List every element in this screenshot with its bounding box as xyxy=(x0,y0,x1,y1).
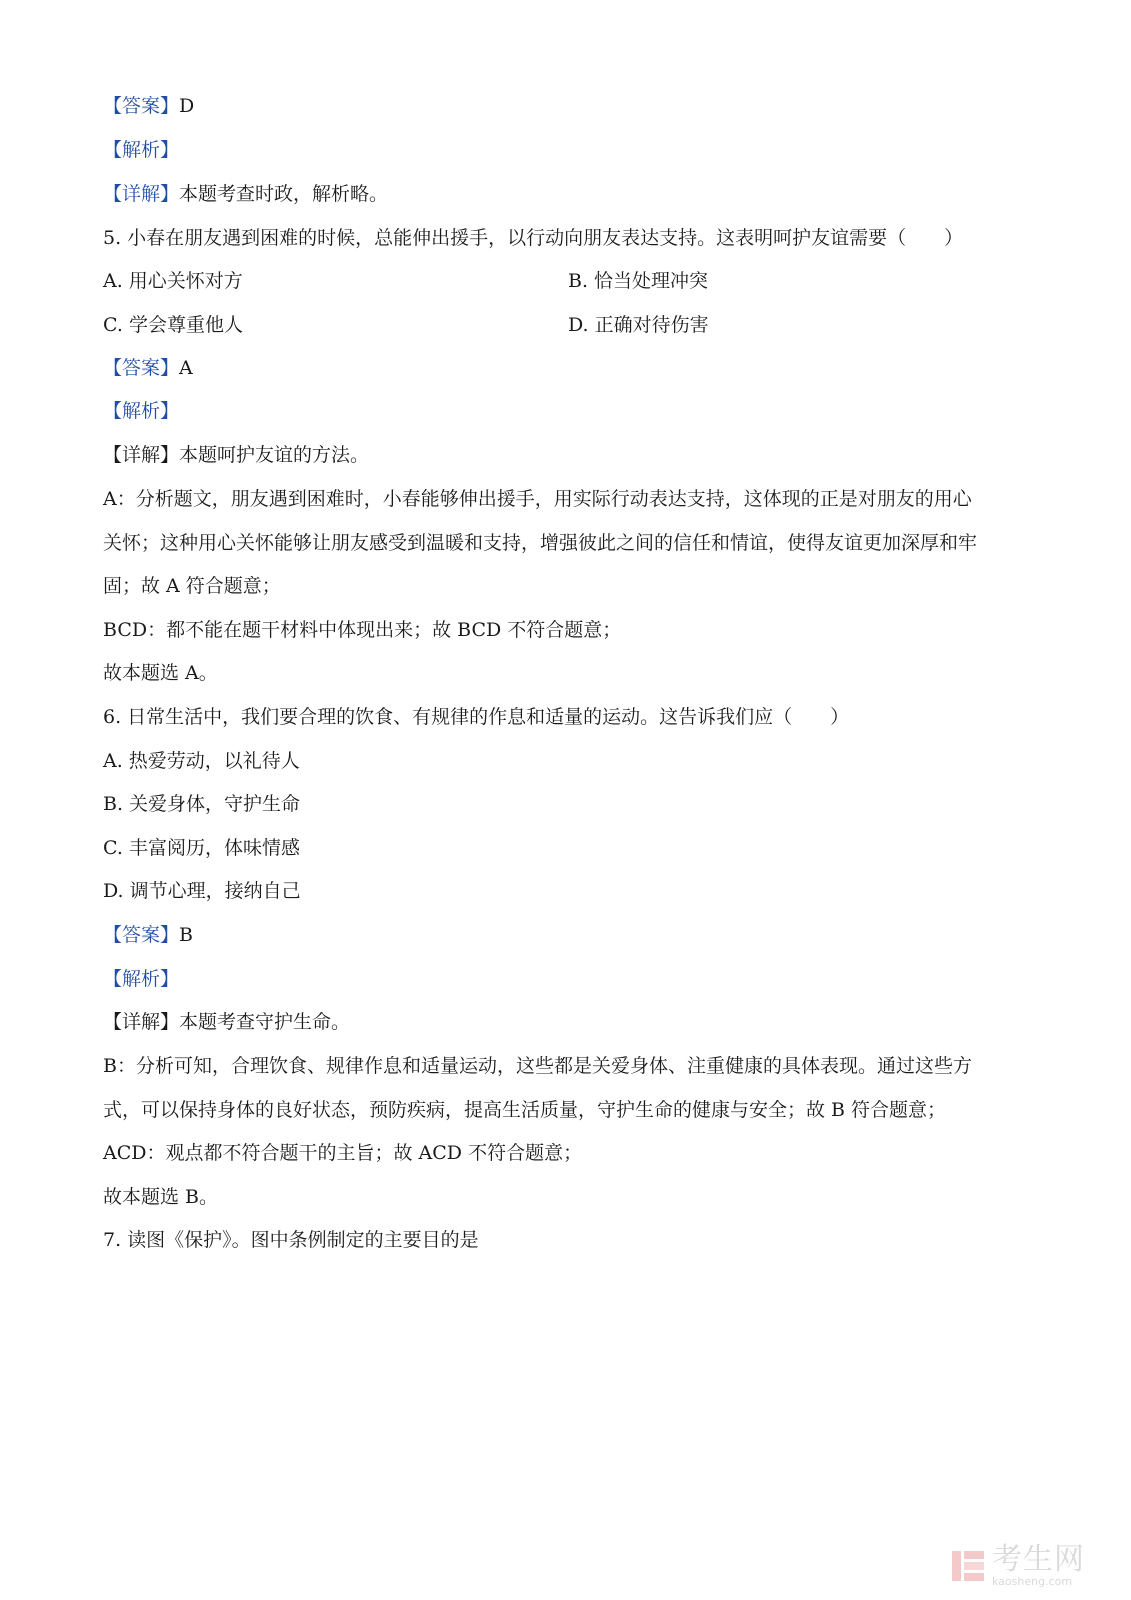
q6-option-c: C. 丰富阅历，体味情感 xyxy=(103,837,300,859)
watermark-url: kaosheng.com xyxy=(992,1575,1073,1588)
answer-label-q5: 【答案】A xyxy=(103,357,193,379)
q5-explanation-2: 关怀；这种用心关怀能够让朋友感受到温暖和支持，增强彼此之间的信任和情谊，使得友谊更加深厚和牢 xyxy=(103,532,978,554)
watermark-logo xyxy=(950,1542,1085,1588)
answer-label-q6: 【答案】B xyxy=(103,924,193,946)
detail-q6: 【详解】本题考查守护生命。 xyxy=(103,1011,351,1033)
q5-option-a: A. 用心关怀对方 xyxy=(103,270,243,292)
q5-option-b: B. 恰当处理冲突 xyxy=(568,270,709,292)
q5-explanation-4: BCD：都不能在题干材料中体现出来；故 BCD 不符合题意； xyxy=(103,619,622,641)
q6-explanation-3: ACD：观点都不符合题干的主旨；故 ACD 不符合题意； xyxy=(103,1142,583,1164)
q6-explanation-2: 式，可以保持身体的良好状态，预防疾病，提高生活质量，守护生命的健康与安全；故 B 符合题意； xyxy=(103,1099,947,1121)
analysis-label-q4: 【解析】 xyxy=(103,139,180,161)
q6-option-b: B. 关爱身体，守护生命 xyxy=(103,793,301,815)
q5-option-c: C. 学会尊重他人 xyxy=(103,314,243,336)
question-6: 6. 日常生活中，我们要合理的饮食、有规律的作息和适量的运动。这告诉我们应（ ） xyxy=(103,706,850,728)
question-7: 7. 读图《保护》。图中条例制定的主要目的是 xyxy=(103,1229,479,1251)
detail-q4: 【详解】本题考查时政，解析略。 xyxy=(103,183,389,205)
q6-option-a: A. 热爱劳动，以礼待人 xyxy=(103,750,300,772)
answer-label-q4: 【答案】D xyxy=(103,95,195,117)
question-5: 5. 小春在朋友遇到困难的时候，总能伸出援手，以行动向朋友表达支持。这表明呵护友谊需要（ ） xyxy=(103,227,964,249)
q5-conclusion: 故本题选 A。 xyxy=(103,662,218,684)
detail-q5: 【详解】本题呵护友谊的方法。 xyxy=(103,444,370,466)
watermark-name: 考生网 xyxy=(992,1542,1085,1577)
q5-explanation-3: 固；故 A 符合题意； xyxy=(103,575,281,597)
q5-explanation-1: A：分析题文，朋友遇到困难时，小春能够伸出援手，用实际行动表达支持，这体现的正是对朋友的用心 xyxy=(103,488,972,510)
q6-option-d: D. 调节心理，接纳自己 xyxy=(103,880,301,902)
analysis-label-q6: 【解析】 xyxy=(103,968,180,990)
analysis-label-q5: 【解析】 xyxy=(103,400,180,422)
q6-explanation-1: B：分析可知，合理饮食、规律作息和适量运动，这些都是关爱身体、注重健康的具体表现。通过这些方 xyxy=(103,1055,972,1077)
q6-conclusion: 故本题选 B。 xyxy=(103,1186,219,1208)
kaosheng-logo-icon xyxy=(950,1548,986,1584)
q5-option-d: D. 正确对待伤害 xyxy=(568,314,709,336)
